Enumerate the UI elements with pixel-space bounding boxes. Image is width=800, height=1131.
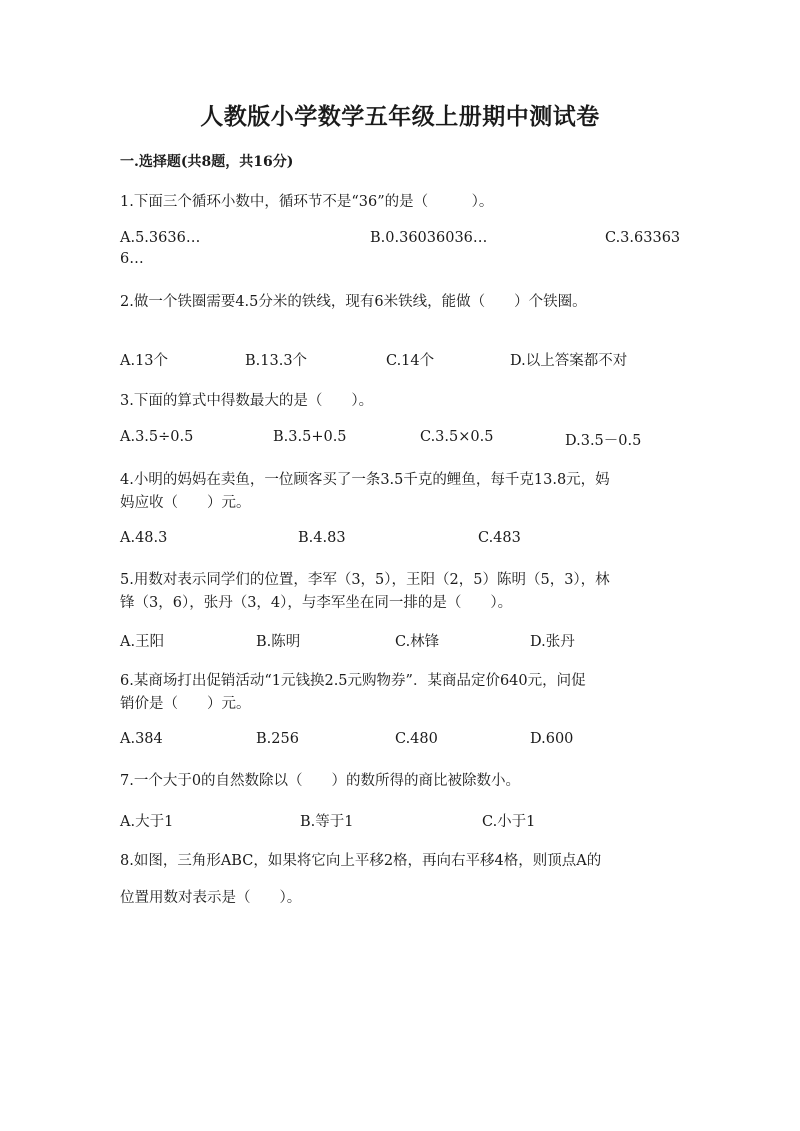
q2-option-a: A.13个: [120, 353, 169, 369]
q3-option-d: D.3.5－0.5: [565, 433, 642, 449]
question-8-text-line-2: 位置用数对表示是（ ）。: [120, 890, 302, 906]
q3-option-b: B.3.5+0.5: [273, 429, 347, 445]
question-4-text-line-2: 妈应收（ ）元。: [120, 495, 251, 511]
question-7-text: 7.一个大于0的自然数除以（ ）的数所得的商比被除数小。: [120, 773, 521, 789]
q6-option-a: A.384: [120, 731, 163, 747]
section-heading: 一.选择题(共8题，共16分): [120, 154, 294, 170]
q1-option-a: A.5.3636…: [120, 230, 201, 246]
q2-option-c: C.14个: [386, 353, 435, 369]
q5-option-b: B.陈明: [256, 634, 301, 650]
q7-option-b: B.等于1: [300, 814, 354, 830]
q4-option-c: C.483: [478, 530, 521, 546]
q3-option-c: C.3.5×0.5: [420, 429, 494, 445]
question-4-text-line-1: 4.小明的妈妈在卖鱼，一位顾客买了一条3.5千克的鲤鱼，每千克13.8元，妈: [120, 472, 610, 488]
q7-option-c: C.小于1: [482, 814, 536, 830]
question-6-text-line-1: 6.某商场打出促销活动“1元钱换2.5元购物券”．某商品定价640元，问促: [120, 673, 586, 689]
question-3-text: 3.下面的算式中得数最大的是（ ）。: [120, 393, 374, 409]
question-2-text: 2.做一个铁圈需要4.5分米的铁线，现有6米铁线，能做（ ）个铁圈。: [120, 294, 587, 310]
page-title: 人教版小学数学五年级上册期中测试卷: [200, 103, 600, 130]
q1-option-c-continued: 6…: [120, 251, 144, 267]
q3-option-a: A.3.5÷0.5: [120, 429, 194, 445]
q6-option-d: D.600: [530, 731, 574, 747]
question-5-text-line-1: 5.用数对表示同学们的位置，李军（3，5），王阳（2，5）陈明（5，3），林: [120, 572, 610, 588]
q6-option-b: B.256: [256, 731, 299, 747]
q5-option-c: C.林锋: [395, 634, 440, 650]
question-1-text: 1.下面三个循环小数中，循环节不是“36”的是（ ）。: [120, 194, 494, 210]
question-6-text-line-2: 销价是（ ）元。: [120, 696, 251, 712]
q2-option-b: B.13.3个: [245, 353, 308, 369]
q7-option-a: A.大于1: [120, 814, 174, 830]
q1-option-c: C.3.63363: [605, 230, 681, 246]
q6-option-c: C.480: [395, 731, 438, 747]
q5-option-d: D.张丹: [530, 634, 575, 650]
q5-option-a: A.王阳: [120, 634, 165, 650]
question-8-text-line-1: 8.如图，三角形ABC，如果将它向上平移2格，再向右平移4格，则顶点A的: [120, 853, 602, 869]
q4-option-a: A.48.3: [120, 530, 168, 546]
q4-option-b: B.4.83: [298, 530, 346, 546]
q1-option-b: B.0.36036036…: [370, 230, 488, 246]
question-5-text-line-2: 锋（3，6），张丹（3，4），与李军坐在同一排的是（ ）。: [120, 595, 513, 611]
q2-option-d: D.以上答案都不对: [510, 353, 628, 369]
